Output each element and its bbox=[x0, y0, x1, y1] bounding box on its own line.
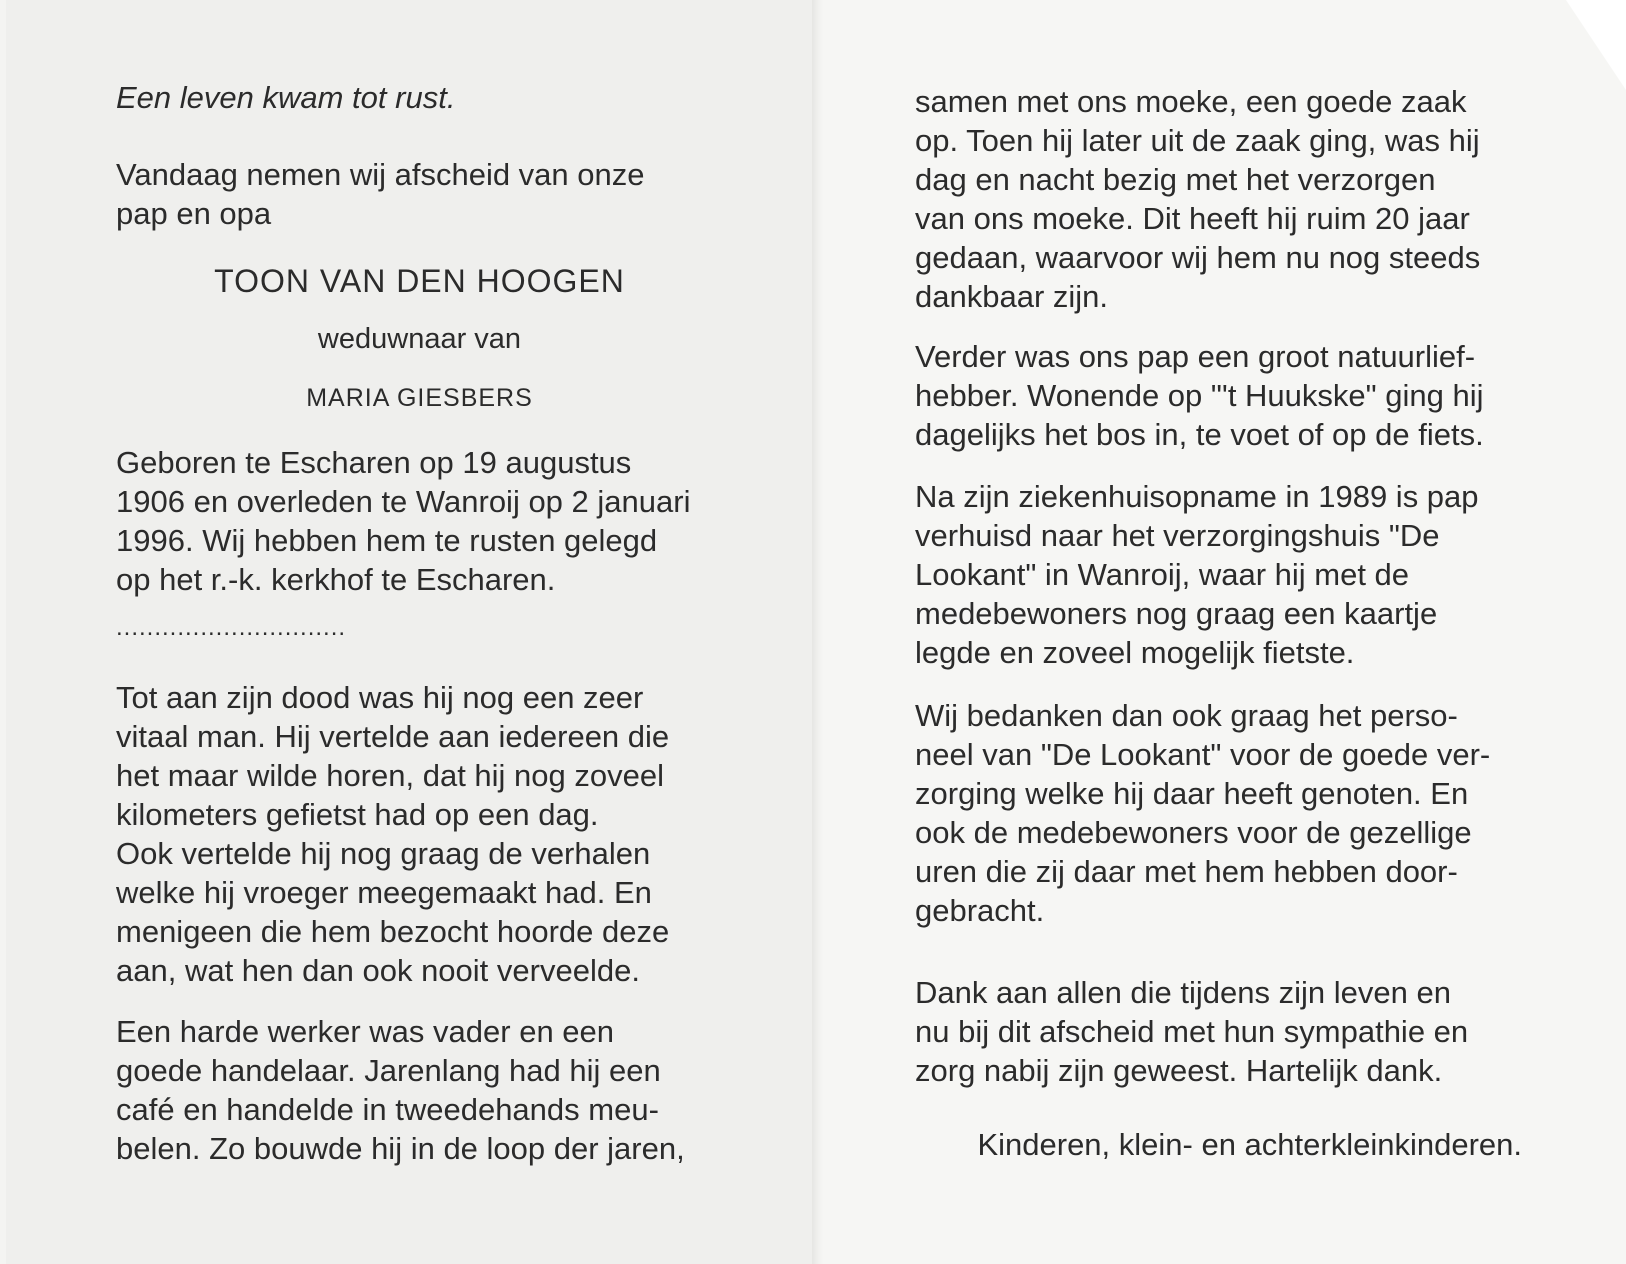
spouse-name: MARIA GIESBERS bbox=[306, 384, 533, 412]
birth-line: 1906 en overleden te Wanroij op 2 januari bbox=[116, 484, 691, 519]
text-line: op. Toen hij later uit de zaak ging, was hij bbox=[915, 123, 1480, 158]
birth-line: Geboren te Escharen op 19 augustus bbox=[116, 445, 632, 480]
text-line: Wij bedanken dan ook graag het perso- bbox=[915, 698, 1458, 733]
text-line: zorging welke hij daar heeft genoten. En bbox=[915, 776, 1469, 811]
birth-line: 1996. Wij hebben hem te rusten gelegd bbox=[116, 523, 658, 558]
text-line: het maar wilde horen, dat hij nog zoveel bbox=[116, 758, 664, 793]
widower-of: weduwnaar van bbox=[317, 323, 522, 355]
text-line: nu bij dit afscheid met hun sympathie en bbox=[915, 1014, 1469, 1049]
intro-line-2: pap en opa bbox=[116, 196, 272, 231]
text-line: Een harde werker was vader en een bbox=[116, 1014, 615, 1049]
text-line: belen. Zo bouwde hij in de loop der jaren, bbox=[116, 1131, 685, 1166]
text-line: Ook vertelde hij nog graag de verhalen bbox=[116, 836, 651, 871]
signature: Kinderen, klein- en achterkleinkinderen. bbox=[977, 1127, 1522, 1162]
text-line: medebewoners nog graag een kaartje bbox=[915, 596, 1438, 631]
intro-line-1: Vandaag nemen wij afscheid van onze bbox=[116, 157, 645, 192]
text-line: dankbaar zijn. bbox=[915, 279, 1109, 314]
text-line: verhuisd naar het verzorgingshuis "De bbox=[915, 518, 1440, 553]
text-line: goede handelaar. Jarenlang had hij een bbox=[116, 1053, 661, 1088]
text-line: uren die zij daar met hem hebben door- bbox=[915, 854, 1458, 889]
text-line: welke hij vroeger meegemaakt had. En bbox=[116, 875, 652, 910]
birth-line: op het r.-k. kerkhof te Escharen. bbox=[116, 562, 556, 597]
text-line: neel van "De Lookant" voor de goede ver- bbox=[915, 737, 1491, 772]
motto: Een leven kwam tot rust. bbox=[116, 80, 456, 115]
text-line: hebber. Wonende op "'t Huukske" ging hij bbox=[915, 378, 1484, 413]
text-line: ook de medebewoners voor de gezellige bbox=[915, 815, 1472, 850]
text-line: samen met ons moeke, een goede zaak bbox=[915, 84, 1467, 119]
text-line: zorg nabij zijn geweest. Hartelijk dank. bbox=[915, 1053, 1443, 1088]
text-line: menigeen die hem bezocht hoorde deze bbox=[116, 914, 670, 949]
text-line: café en handelde in tweedehands meu- bbox=[116, 1092, 659, 1127]
text-line: legde en zoveel mogelijk fietste. bbox=[915, 635, 1355, 670]
text-line: dag en nacht bezig met het verzorgen bbox=[915, 162, 1436, 197]
text-line: van ons moeke. Dit heeft hij ruim 20 jaar bbox=[915, 201, 1470, 236]
text-line: Dank aan allen die tijdens zijn leven en bbox=[915, 975, 1451, 1010]
text-line: Na zijn ziekenhuisopname in 1989 is pap bbox=[915, 479, 1479, 514]
text-line: dagelijks het bos in, te voet of op de fiets. bbox=[915, 417, 1484, 452]
text-line: vitaal man. Hij vertelde aan iedereen die bbox=[116, 719, 670, 754]
text-line: aan, wat hen dan ook nooit verveelde. bbox=[116, 953, 640, 988]
card-fold bbox=[812, 0, 824, 1264]
text-line: Verder was ons pap een groot natuurlief- bbox=[915, 339, 1476, 374]
text-line: gedaan, waarvoor wij hem nu nog steeds bbox=[915, 240, 1481, 275]
deceased-name: TOON VAN DEN HOOGEN bbox=[214, 263, 625, 299]
text-line: gebracht. bbox=[915, 893, 1045, 928]
text-line: Tot aan zijn dood was hij nog een zeer bbox=[116, 680, 644, 715]
text-line: kilometers gefietst had op een dag. bbox=[116, 797, 599, 832]
text-line: Lookant" in Wanroij, waar hij met de bbox=[915, 557, 1410, 592]
separator: .............................. bbox=[116, 614, 347, 641]
